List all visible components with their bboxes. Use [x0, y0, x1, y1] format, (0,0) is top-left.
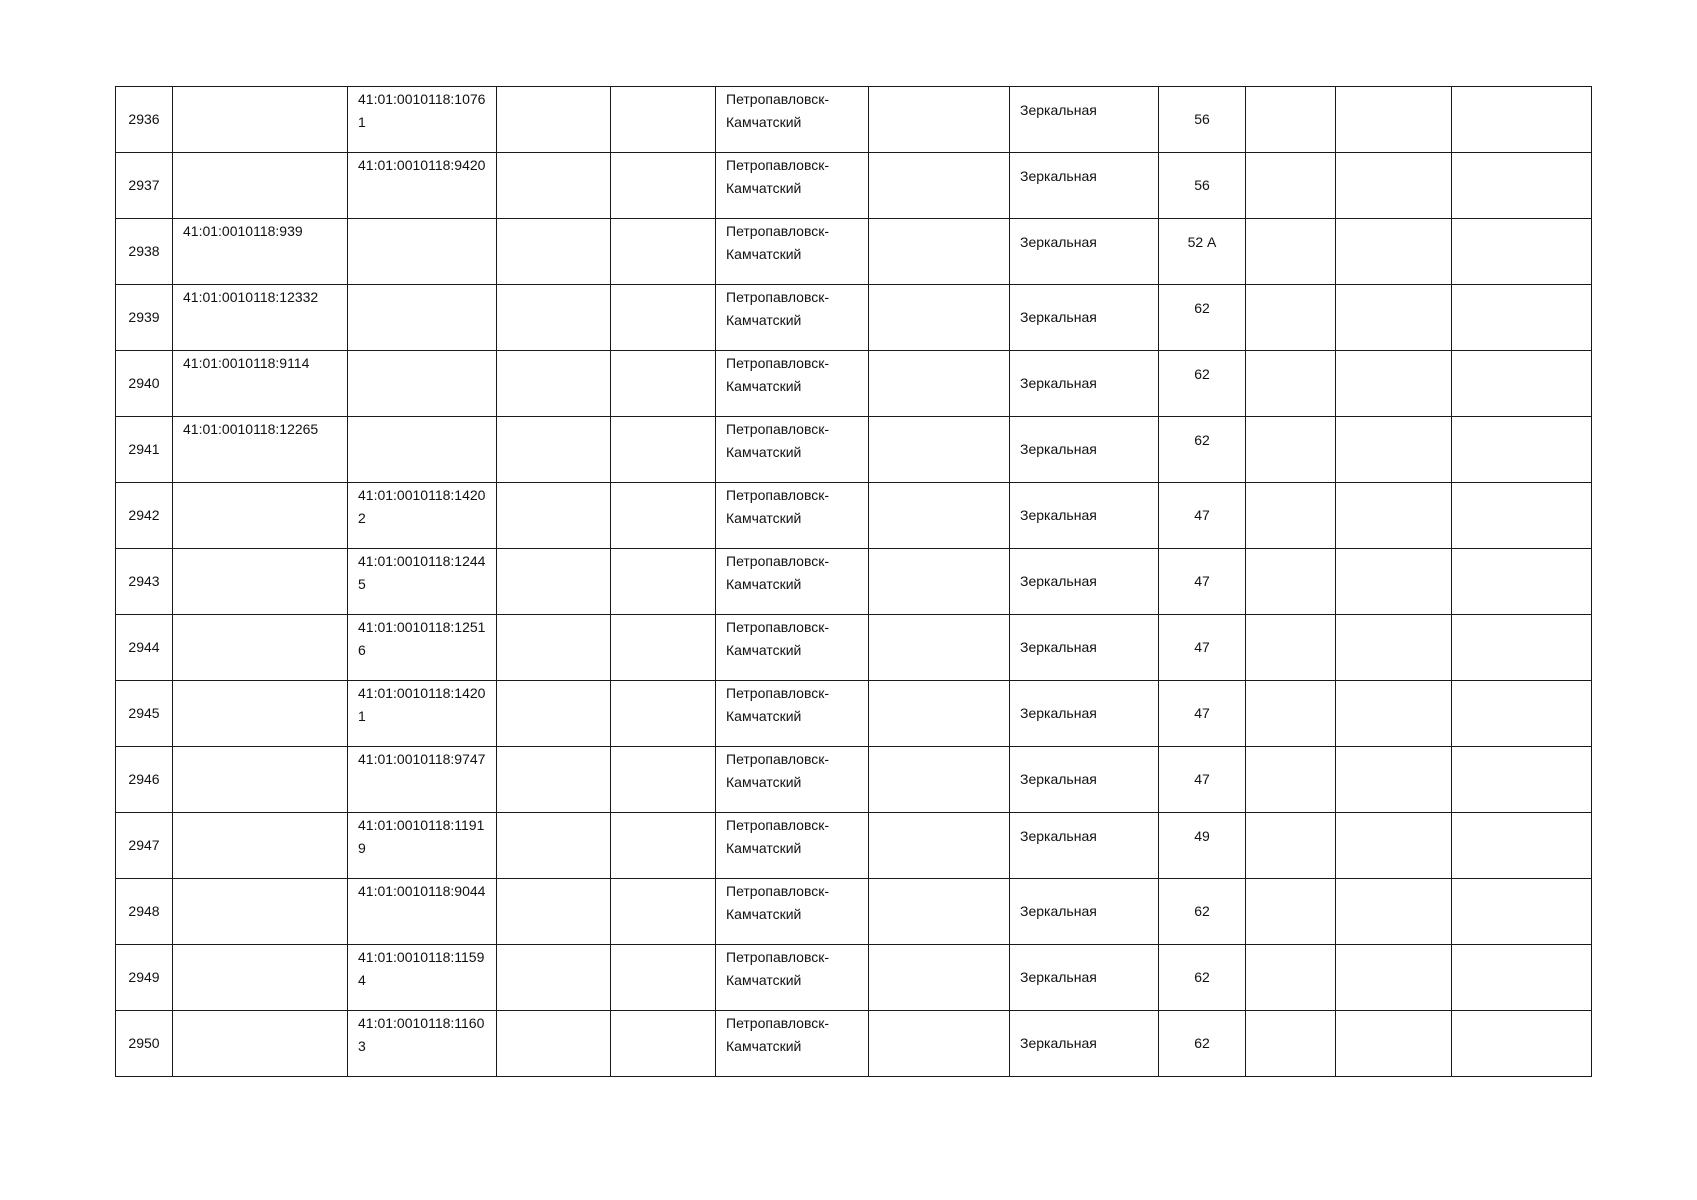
- empty-cell-col12: [1452, 549, 1592, 615]
- cadastral-number-b-cell: 41:01:0010118:12445: [348, 549, 497, 615]
- cadastral-number-a-cell: [173, 747, 348, 813]
- city-cell: Петропавловск-Камчатский: [716, 615, 869, 681]
- table-row: [116, 945, 1592, 1011]
- empty-cell-col7: [869, 945, 1010, 1011]
- city-cell: Петропавловск-Камчатский: [716, 417, 869, 483]
- row-number-cell: 2943: [116, 549, 173, 615]
- empty-cell-col11: [1336, 219, 1452, 285]
- empty-cell-col10: [1246, 945, 1336, 1011]
- cadastral-number-b-cell: 41:01:0010118:10761: [348, 87, 497, 153]
- row-number-cell: 2937: [116, 153, 173, 219]
- empty-cell-col5: [611, 813, 716, 879]
- empty-cell-col12: [1452, 351, 1592, 417]
- house-number-cell: 47: [1159, 483, 1246, 549]
- street-cell: Зеркальная: [1010, 483, 1159, 549]
- empty-cell-col11: [1336, 285, 1452, 351]
- street-cell: Зеркальная: [1010, 681, 1159, 747]
- city-cell: Петропавловск-Камчатский: [716, 153, 869, 219]
- empty-cell-col11: [1336, 615, 1452, 681]
- row-number-cell: 2948: [116, 879, 173, 945]
- empty-cell-col5: [611, 417, 716, 483]
- row-number-cell: 2941: [116, 417, 173, 483]
- house-number-cell: 52 А: [1159, 219, 1246, 285]
- empty-cell-col10: [1246, 483, 1336, 549]
- city-cell: Петропавловск-Камчатский: [716, 549, 869, 615]
- empty-cell-col10: [1246, 681, 1336, 747]
- empty-cell-col12: [1452, 1011, 1592, 1077]
- empty-cell-col12: [1452, 483, 1592, 549]
- city-cell: Петропавловск-Камчатский: [716, 1011, 869, 1077]
- empty-cell-col11: [1336, 483, 1452, 549]
- street-cell: Зеркальная: [1010, 351, 1159, 417]
- street-cell: Зеркальная: [1010, 153, 1159, 219]
- empty-cell-col11: [1336, 681, 1452, 747]
- table-row: [116, 1011, 1592, 1077]
- city-cell: Петропавловск-Камчатский: [716, 681, 869, 747]
- empty-cell-col12: [1452, 615, 1592, 681]
- row-number-cell: 2947: [116, 813, 173, 879]
- empty-cell-col11: [1336, 153, 1452, 219]
- table-row: [116, 549, 1592, 615]
- empty-cell-col5: [611, 1011, 716, 1077]
- registry-table-body: [116, 87, 1592, 1077]
- table-row: [116, 87, 1592, 153]
- city-cell: Петропавловск-Камчатский: [716, 483, 869, 549]
- cadastral-number-a-cell: [173, 1011, 348, 1077]
- cadastral-number-b-cell: 41:01:0010118:9747: [348, 747, 497, 813]
- cadastral-number-a-cell: [173, 549, 348, 615]
- empty-cell-col4: [497, 219, 611, 285]
- city-cell: Петропавловск-Камчатский: [716, 945, 869, 1011]
- empty-cell-col11: [1336, 813, 1452, 879]
- cadastral-number-b-cell: 41:01:0010118:11594: [348, 945, 497, 1011]
- empty-cell-col12: [1452, 87, 1592, 153]
- empty-cell-col5: [611, 87, 716, 153]
- cadastral-number-a-cell: [173, 813, 348, 879]
- empty-cell-col10: [1246, 879, 1336, 945]
- empty-cell-col11: [1336, 1011, 1452, 1077]
- house-number-cell: 62: [1159, 945, 1246, 1011]
- row-number-cell: 2944: [116, 615, 173, 681]
- empty-cell-col10: [1246, 87, 1336, 153]
- row-number-cell: 2938: [116, 219, 173, 285]
- empty-cell-col5: [611, 681, 716, 747]
- empty-cell-col12: [1452, 153, 1592, 219]
- table-row: [116, 483, 1592, 549]
- empty-cell-col4: [497, 879, 611, 945]
- cadastral-number-b-cell: 41:01:0010118:11603: [348, 1011, 497, 1077]
- empty-cell-col5: [611, 945, 716, 1011]
- empty-cell-col10: [1246, 219, 1336, 285]
- empty-cell-col5: [611, 219, 716, 285]
- cadastral-number-a-cell: [173, 615, 348, 681]
- empty-cell-col7: [869, 747, 1010, 813]
- city-cell: Петропавловск-Камчатский: [716, 879, 869, 945]
- empty-cell-col4: [497, 813, 611, 879]
- cadastral-number-b-cell: 41:01:0010118:12516: [348, 615, 497, 681]
- table-row: [116, 285, 1592, 351]
- empty-cell-col7: [869, 285, 1010, 351]
- house-number-cell: 49: [1159, 813, 1246, 879]
- empty-cell-col11: [1336, 87, 1452, 153]
- street-cell: Зеркальная: [1010, 747, 1159, 813]
- city-cell: Петропавловск-Камчатский: [716, 87, 869, 153]
- cadastral-number-b-cell: [348, 417, 497, 483]
- empty-cell-col11: [1336, 945, 1452, 1011]
- cadastral-number-a-cell: [173, 945, 348, 1011]
- house-number-cell: 62: [1159, 417, 1246, 483]
- empty-cell-col12: [1452, 747, 1592, 813]
- city-cell: Петропавловск-Камчатский: [716, 351, 869, 417]
- empty-cell-col10: [1246, 549, 1336, 615]
- cadastral-number-b-cell: 41:01:0010118:14201: [348, 681, 497, 747]
- street-cell: Зеркальная: [1010, 879, 1159, 945]
- street-cell: Зеркальная: [1010, 219, 1159, 285]
- empty-cell-col10: [1246, 153, 1336, 219]
- row-number-cell: 2945: [116, 681, 173, 747]
- cadastral-number-a-cell: 41:01:0010118:9114: [173, 351, 348, 417]
- empty-cell-col11: [1336, 417, 1452, 483]
- empty-cell-col12: [1452, 879, 1592, 945]
- cadastral-number-a-cell: [173, 879, 348, 945]
- street-cell: Зеркальная: [1010, 87, 1159, 153]
- cadastral-number-b-cell: [348, 285, 497, 351]
- empty-cell-col4: [497, 285, 611, 351]
- empty-cell-col10: [1246, 285, 1336, 351]
- empty-cell-col7: [869, 219, 1010, 285]
- empty-cell-col7: [869, 1011, 1010, 1077]
- table-row: [116, 681, 1592, 747]
- house-number-cell: 62: [1159, 879, 1246, 945]
- row-number-cell: 2936: [116, 87, 173, 153]
- empty-cell-col12: [1452, 681, 1592, 747]
- cadastral-number-b-cell: 41:01:0010118:14202: [348, 483, 497, 549]
- empty-cell-col4: [497, 87, 611, 153]
- empty-cell-col4: [497, 153, 611, 219]
- table-row: [116, 417, 1592, 483]
- house-number-cell: 62: [1159, 1011, 1246, 1077]
- table-row: [116, 153, 1592, 219]
- cadastral-number-b-cell: [348, 219, 497, 285]
- row-number-cell: 2939: [116, 285, 173, 351]
- empty-cell-col10: [1246, 351, 1336, 417]
- row-number-cell: 2950: [116, 1011, 173, 1077]
- empty-cell-col11: [1336, 879, 1452, 945]
- street-cell: Зеркальная: [1010, 615, 1159, 681]
- empty-cell-col5: [611, 879, 716, 945]
- house-number-cell: 62: [1159, 351, 1246, 417]
- table-row: [116, 615, 1592, 681]
- empty-cell-col7: [869, 615, 1010, 681]
- empty-cell-col7: [869, 549, 1010, 615]
- house-number-cell: 56: [1159, 87, 1246, 153]
- empty-cell-col11: [1336, 351, 1452, 417]
- cadastral-number-a-cell: 41:01:0010118:939: [173, 219, 348, 285]
- table-row: [116, 813, 1592, 879]
- empty-cell-col12: [1452, 219, 1592, 285]
- table-row: [116, 747, 1592, 813]
- street-cell: Зеркальная: [1010, 945, 1159, 1011]
- empty-cell-col12: [1452, 813, 1592, 879]
- house-number-cell: 47: [1159, 549, 1246, 615]
- empty-cell-col12: [1452, 945, 1592, 1011]
- cadastral-number-b-cell: 41:01:0010118:9420: [348, 153, 497, 219]
- cadastral-number-a-cell: 41:01:0010118:12332: [173, 285, 348, 351]
- empty-cell-col7: [869, 153, 1010, 219]
- empty-cell-col10: [1246, 615, 1336, 681]
- empty-cell-col12: [1452, 285, 1592, 351]
- house-number-cell: 47: [1159, 681, 1246, 747]
- empty-cell-col5: [611, 549, 716, 615]
- city-cell: Петропавловск-Камчатский: [716, 747, 869, 813]
- empty-cell-col7: [869, 879, 1010, 945]
- empty-cell-col10: [1246, 417, 1336, 483]
- cadastral-number-a-cell: 41:01:0010118:12265: [173, 417, 348, 483]
- cadastral-number-a-cell: [173, 483, 348, 549]
- empty-cell-col4: [497, 681, 611, 747]
- empty-cell-col11: [1336, 549, 1452, 615]
- cadastral-number-b-cell: 41:01:0010118:11919: [348, 813, 497, 879]
- empty-cell-col5: [611, 747, 716, 813]
- empty-cell-col7: [869, 87, 1010, 153]
- empty-cell-col10: [1246, 747, 1336, 813]
- street-cell: Зеркальная: [1010, 549, 1159, 615]
- table-row: [116, 219, 1592, 285]
- row-number-cell: 2949: [116, 945, 173, 1011]
- cadastral-number-a-cell: [173, 153, 348, 219]
- street-cell: Зеркальная: [1010, 813, 1159, 879]
- street-cell: Зеркальная: [1010, 1011, 1159, 1077]
- city-cell: Петропавловск-Камчатский: [716, 219, 869, 285]
- empty-cell-col5: [611, 153, 716, 219]
- empty-cell-col4: [497, 615, 611, 681]
- house-number-cell: 62: [1159, 285, 1246, 351]
- house-number-cell: 47: [1159, 615, 1246, 681]
- empty-cell-col4: [497, 549, 611, 615]
- table-row: [116, 351, 1592, 417]
- street-cell: Зеркальная: [1010, 417, 1159, 483]
- empty-cell-col4: [497, 483, 611, 549]
- cadastral-number-a-cell: [173, 87, 348, 153]
- empty-cell-col5: [611, 483, 716, 549]
- empty-cell-col4: [497, 351, 611, 417]
- empty-cell-col10: [1246, 813, 1336, 879]
- empty-cell-col7: [869, 813, 1010, 879]
- empty-cell-col11: [1336, 747, 1452, 813]
- row-number-cell: 2942: [116, 483, 173, 549]
- street-cell: Зеркальная: [1010, 285, 1159, 351]
- city-cell: Петропавловск-Камчатский: [716, 813, 869, 879]
- empty-cell-col12: [1452, 417, 1592, 483]
- empty-cell-col10: [1246, 1011, 1336, 1077]
- cadastral-number-b-cell: 41:01:0010118:9044: [348, 879, 497, 945]
- table-row: [116, 879, 1592, 945]
- house-number-cell: 47: [1159, 747, 1246, 813]
- cadastral-number-b-cell: [348, 351, 497, 417]
- empty-cell-col5: [611, 351, 716, 417]
- empty-cell-col4: [497, 417, 611, 483]
- empty-cell-col4: [497, 945, 611, 1011]
- empty-cell-col4: [497, 747, 611, 813]
- row-number-cell: 2946: [116, 747, 173, 813]
- house-number-cell: 56: [1159, 153, 1246, 219]
- cadastral-number-a-cell: [173, 681, 348, 747]
- empty-cell-col7: [869, 681, 1010, 747]
- empty-cell-col4: [497, 1011, 611, 1077]
- row-number-cell: 2940: [116, 351, 173, 417]
- empty-cell-col5: [611, 285, 716, 351]
- empty-cell-col7: [869, 351, 1010, 417]
- city-cell: Петропавловск-Камчатский: [716, 285, 869, 351]
- empty-cell-col5: [611, 615, 716, 681]
- empty-cell-col7: [869, 417, 1010, 483]
- registry-table: [115, 86, 1592, 1077]
- empty-cell-col7: [869, 483, 1010, 549]
